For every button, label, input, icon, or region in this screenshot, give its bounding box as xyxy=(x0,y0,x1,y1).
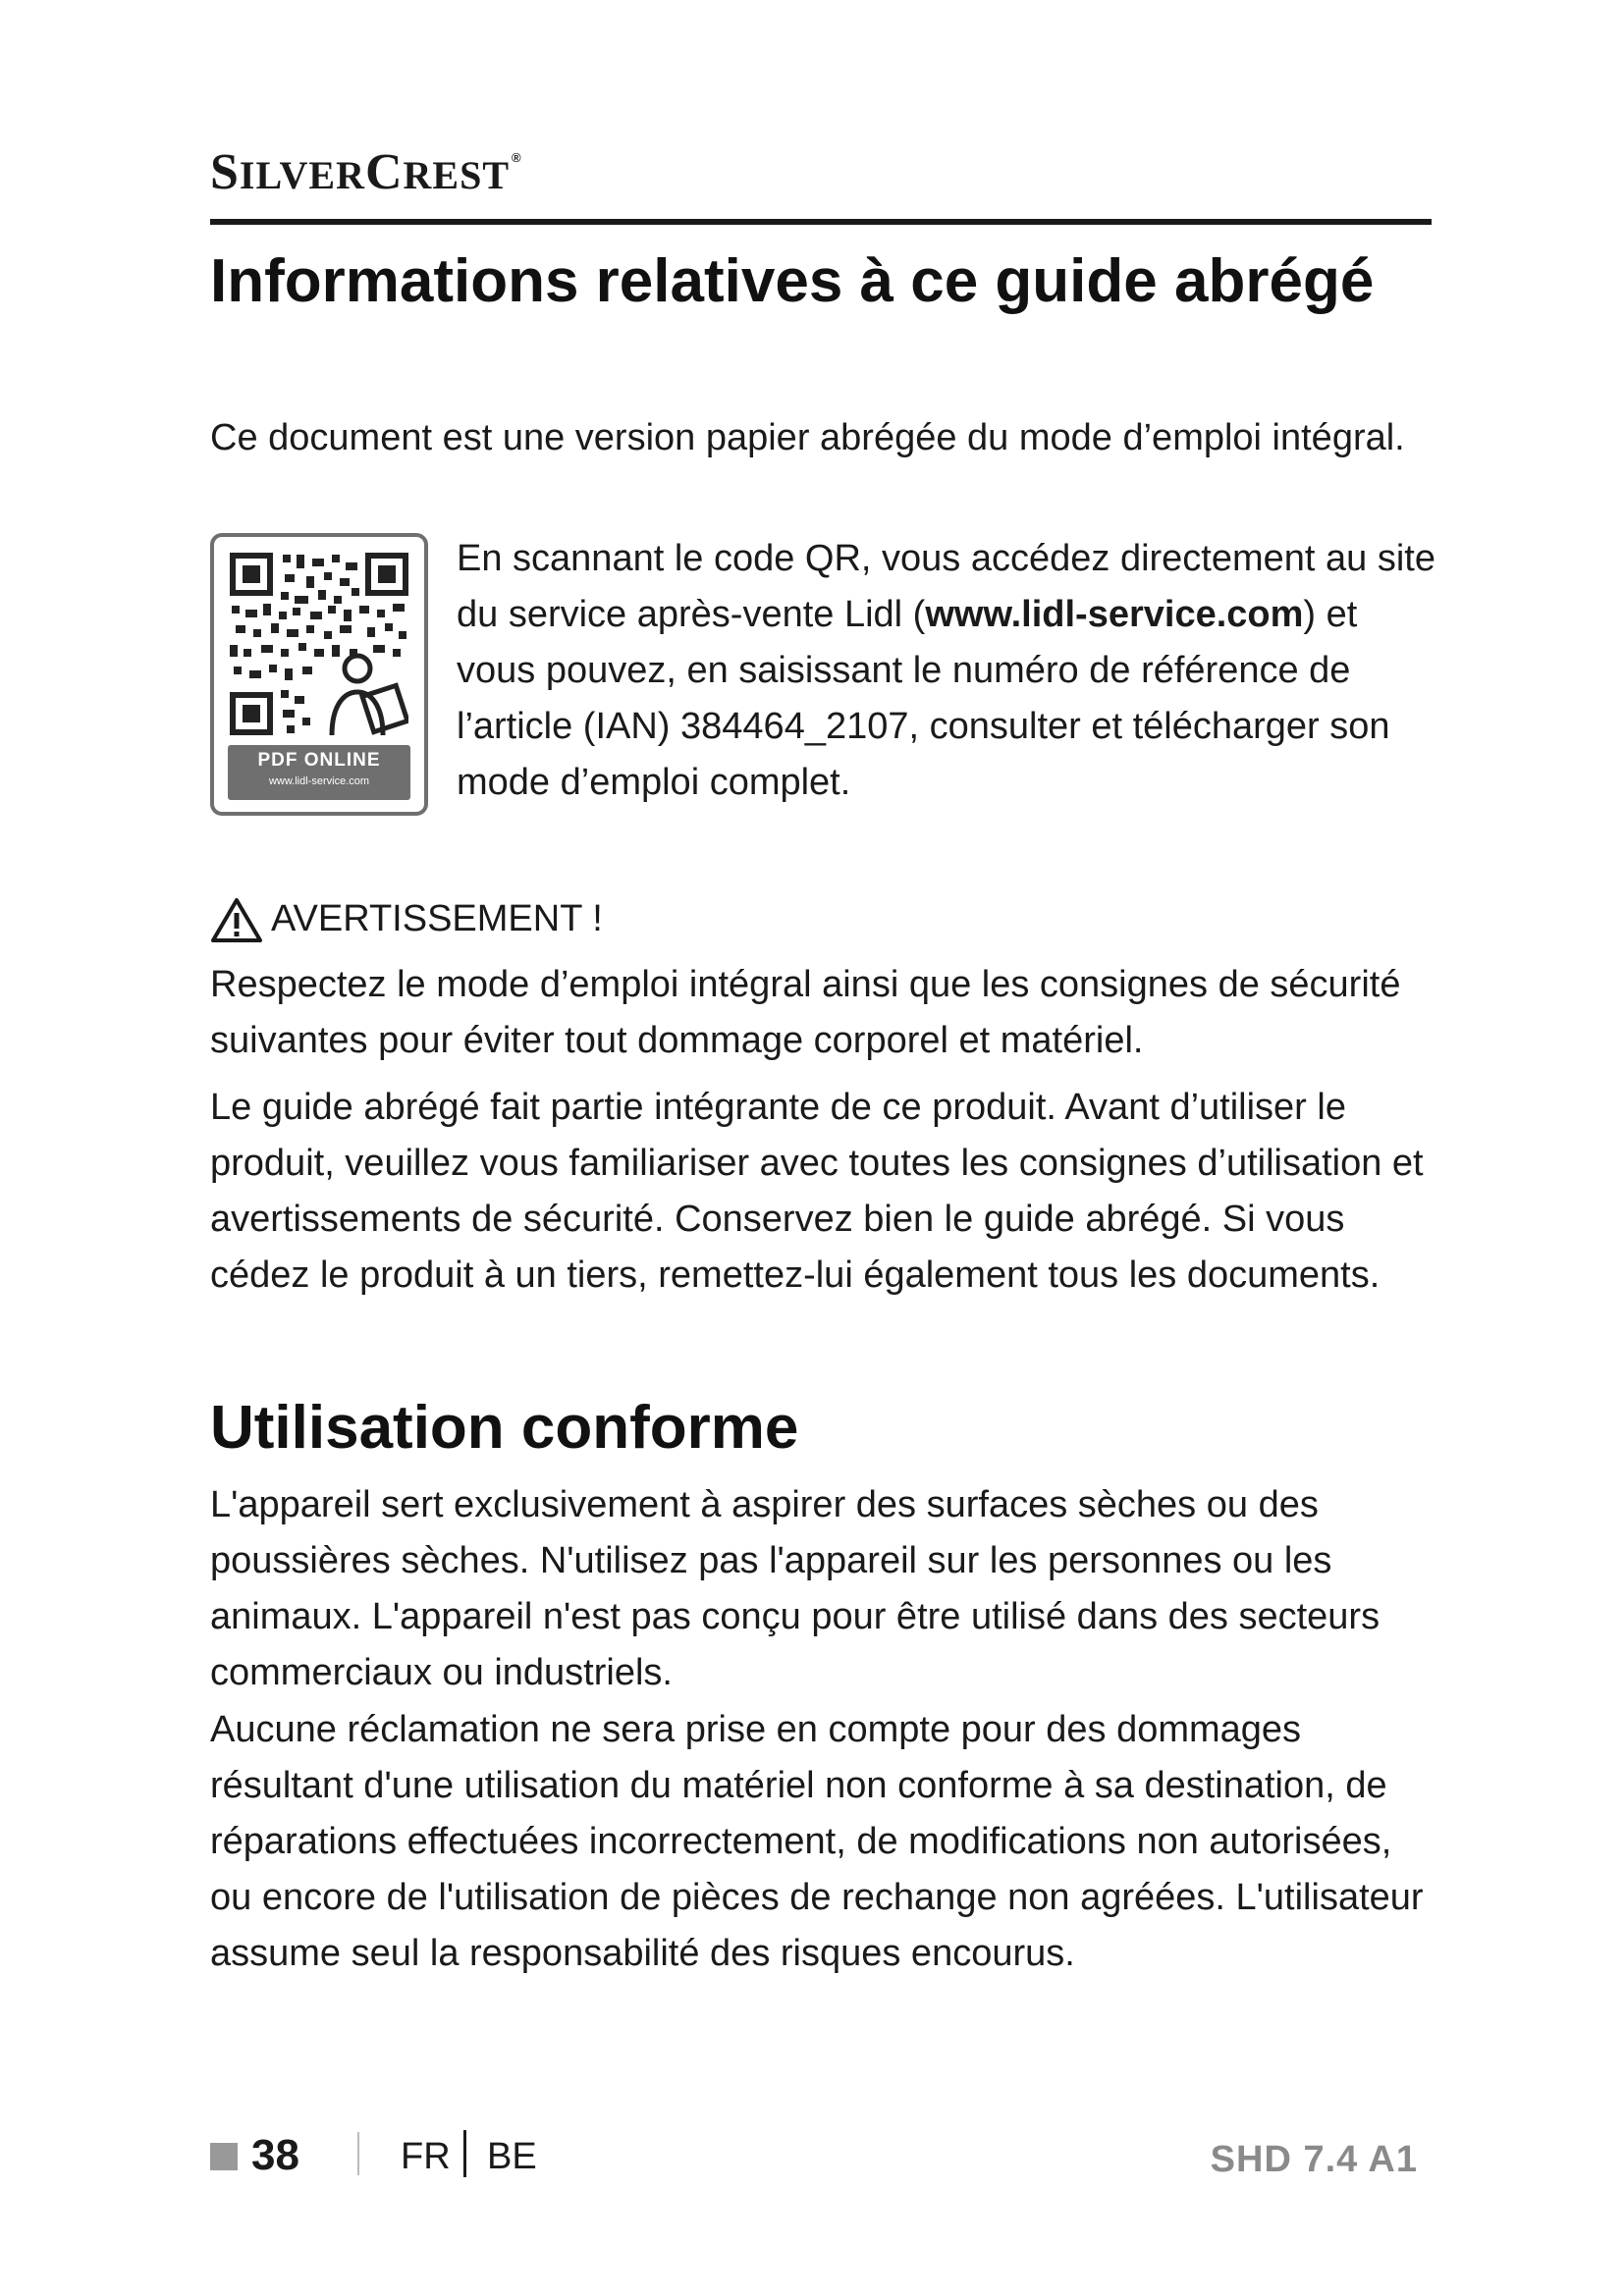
guide-paragraph: Le guide abrégé fait partie intégrante de ce produit. Avant d’utiliser le produit, veuillez vous familiariser avec toutes les consignes d’utilisation et avertissements de sécurité. Conservez bien le guide abrégé. Si vous cédez le produit à un tiers, remettez-lui également tous les documents. xyxy=(210,1087,1424,1296)
language-code-fr: FR xyxy=(401,2136,451,2177)
usage-paragraph-2: Aucune réclamation ne sera prise en compte pour des dommages résultant d'une utilisation du matériel non conforme à sa destination, de réparations effectuées incorrectement, de modifications non autorisées, ou encore de l'utilisation de pièces de rechange non agréées. L'utilisateur assume seul la responsabilité des risques encourus. xyxy=(210,1709,1424,1974)
warning-triangle-icon xyxy=(210,896,263,943)
warning-heading: AVERTISSEMENT ! xyxy=(210,891,603,947)
section-title-guide: Informations relatives à ce guide abrégé xyxy=(210,247,1375,315)
model-number: SHD 7.4 A1 xyxy=(1210,2139,1418,2180)
header-rule xyxy=(210,219,1432,225)
qr-code-badge[interactable] xyxy=(210,533,428,816)
qr-description: En scannant le code QR, vous accédez directement au site du service après-vente Lidl (www.lidl-service.com) et vous pouvez, en saisissant le numéro de référence de l’article (IAN) 384464_2107, consulter et télécharger son mode d’emploi complet. xyxy=(457,538,1435,803)
footer-marker xyxy=(210,2143,238,2170)
section-title-usage: Utilisation conforme xyxy=(210,1394,799,1462)
language-divider xyxy=(463,2130,466,2177)
intro-paragraph: Ce document est une version papier abrégée du mode d’emploi intégral. xyxy=(210,417,1405,458)
service-link[interactable]: www.lidl-service.com xyxy=(925,594,1304,635)
language-code-be: BE xyxy=(487,2136,537,2177)
brand-logo: SILVERCREST ® xyxy=(210,144,522,200)
pdf-online-badge: PDF ONLINE www.lidl-service.com xyxy=(228,745,410,800)
warning-paragraph: Respectez le mode d’emploi intégral ainsi que les consignes de sécurité suivantes pour éviter tout dommage corporel et matériel. xyxy=(210,964,1401,1061)
page-number: 38 xyxy=(251,2131,299,2179)
usage-paragraph-1: L'appareil sert exclusivement à aspirer des surfaces sèches ou des poussières sèches. N'utilisez pas l'appareil sur les personnes ou les animaux. L'appareil n'est pas conçu pour être utilisé dans des secteurs commerciaux ou industriels. xyxy=(210,1484,1380,1693)
qr-code-icon xyxy=(230,553,408,735)
footer-divider xyxy=(357,2132,359,2175)
